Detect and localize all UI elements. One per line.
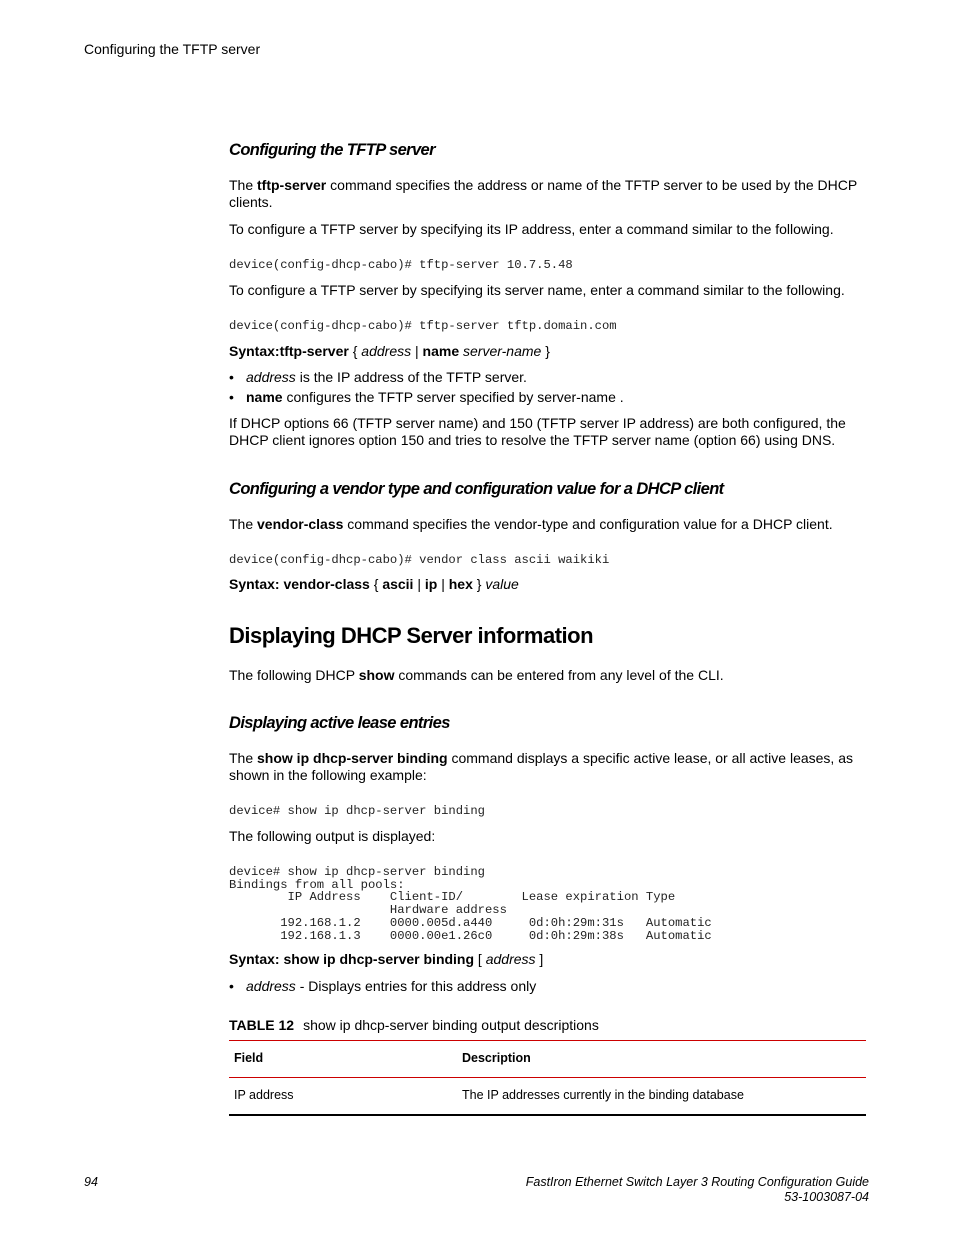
syntax-tftp-server	[229, 343, 869, 360]
lease-intro-paragraph	[229, 750, 869, 784]
output-displayed-paragraph: The following output is displayed:	[229, 828, 436, 844]
syntax-keyword: ascii	[382, 576, 414, 592]
table-cell-description: The IP addresses currently in the binding database	[462, 1088, 744, 1102]
text-run: is the IP address of the TFTP server.	[295, 369, 527, 385]
tftp-intro-paragraph	[229, 177, 869, 211]
footer-doc-number: 53-1003087-04	[784, 1190, 869, 1204]
table-caption	[229, 1017, 599, 1033]
command-name: tftp-server	[257, 177, 327, 193]
code-show-binding: device# show ip dhcp-server binding	[229, 804, 485, 818]
table-top-rule	[229, 1040, 866, 1041]
table-cell-field: IP address	[234, 1088, 294, 1102]
text-run: command specifies the vendor-type and configuration value for a DHCP client.	[343, 516, 833, 532]
heading-vendor-class: Configuring a vendor type and configuration value for a DHCP client	[229, 480, 724, 498]
text-run: {	[348, 343, 362, 359]
syntax-vendor-class	[229, 576, 869, 593]
vendor-class-paragraph	[229, 516, 869, 533]
text-run: The	[229, 750, 258, 766]
syntax-keyword: name	[246, 389, 283, 405]
bullet-icon: •	[229, 369, 234, 385]
syntax-keyword: Syntax: show ip dhcp-server binding	[229, 951, 475, 967]
table-header-description: Description	[462, 1051, 531, 1065]
syntax-argument: address	[246, 978, 296, 994]
text-run: commands can be entered from any level of the CLI.	[394, 667, 724, 683]
text-run: The following DHCP	[229, 667, 359, 683]
text-run: [	[474, 951, 486, 967]
text-run: |	[413, 576, 425, 592]
table-label: TABLE 12	[229, 1017, 295, 1033]
syntax-argument: address	[246, 369, 296, 385]
bullet-icon: •	[229, 978, 234, 994]
table-bottom-rule	[229, 1114, 866, 1116]
text-run: ]	[535, 951, 544, 967]
tftp-ip-paragraph: To configure a TFTP server by specifying its IP address, enter a command similar to the following.	[229, 221, 834, 237]
tftp-name-paragraph: To configure a TFTP server by specifying its server name, enter a command similar to the following.	[229, 282, 845, 298]
running-header: Configuring the TFTP server	[84, 41, 261, 57]
heading-active-lease: Displaying active lease entries	[229, 714, 450, 732]
bullet-icon: •	[229, 389, 234, 405]
syntax-keyword: hex	[448, 576, 473, 592]
text-run: {	[369, 576, 383, 592]
text-run: The	[229, 516, 258, 532]
command-name: show ip dhcp-server binding	[257, 750, 448, 766]
table-title: show ip dhcp-server binding output descriptions	[303, 1017, 599, 1033]
footer-title: FastIron Ethernet Switch Layer 3 Routing Configuration Guide	[525, 1175, 869, 1189]
heading-displaying-dhcp-server: Displaying DHCP Server information	[229, 623, 594, 648]
code-tftp-ip: device(config-dhcp-cabo)# tftp-server 10.7.5.48	[229, 258, 573, 272]
code-binding-output: device# show ip dhcp-server binding Bindings from all pools: IP Address Client-ID/ Lease expiration Type Hardware address 192.168.1.2 0000.005d.a440 0d:0h:29m:31s Automatic 192.168.1.3 0000.00e1.26c0 0d:0h:29m:38s Automatic	[229, 865, 712, 943]
text-run: |	[411, 343, 423, 359]
syntax-keyword: Syntax:tftp-server	[229, 343, 349, 359]
syntax-argument: server-name	[459, 343, 542, 359]
syntax-keyword: ip	[424, 576, 438, 592]
syntax-argument: value	[485, 576, 519, 592]
text-run: }	[472, 576, 486, 592]
table-header-field: Field	[234, 1051, 264, 1065]
syntax-argument: address	[361, 343, 412, 359]
text-run: command displays a specific active lease, or all active leases, as shown in the following example:	[229, 750, 853, 783]
syntax-keyword: Syntax: vendor-class	[229, 576, 370, 592]
dhcp-options-paragraph: If DHCP options 66 (TFTP server name) and 150 (TFTP server IP address) are both configured, the DHCP client ignores option 150 and tries to resolve the TFTP server name (option 66) using DNS.	[229, 415, 846, 448]
heading-tftp-server: Configuring the TFTP server	[229, 141, 435, 159]
syntax-keyword: name	[422, 343, 460, 359]
text-run: command specifies the address or name of the TFTP server to be used by the DHCP clients.	[229, 177, 857, 210]
table-header-rule	[229, 1077, 866, 1078]
text-run: |	[437, 576, 449, 592]
footer-doc-info	[526, 1175, 869, 1205]
text-run: The	[229, 177, 258, 193]
text-run: configures the TFTP server specified by server-name .	[282, 389, 624, 405]
command-name: show	[358, 667, 395, 683]
command-name: vendor-class	[257, 516, 344, 532]
show-commands-paragraph	[229, 667, 869, 684]
code-vendor-class: device(config-dhcp-cabo)# vendor class ascii waikiki	[229, 553, 610, 567]
text-run: - Displays entries for this address only	[295, 978, 537, 994]
syntax-argument: address	[485, 951, 536, 967]
code-tftp-name: device(config-dhcp-cabo)# tftp-server tftp.domain.com	[229, 319, 617, 333]
syntax-show-binding	[229, 951, 869, 968]
text-run: }	[541, 343, 550, 359]
page-number: 94	[84, 1175, 98, 1189]
